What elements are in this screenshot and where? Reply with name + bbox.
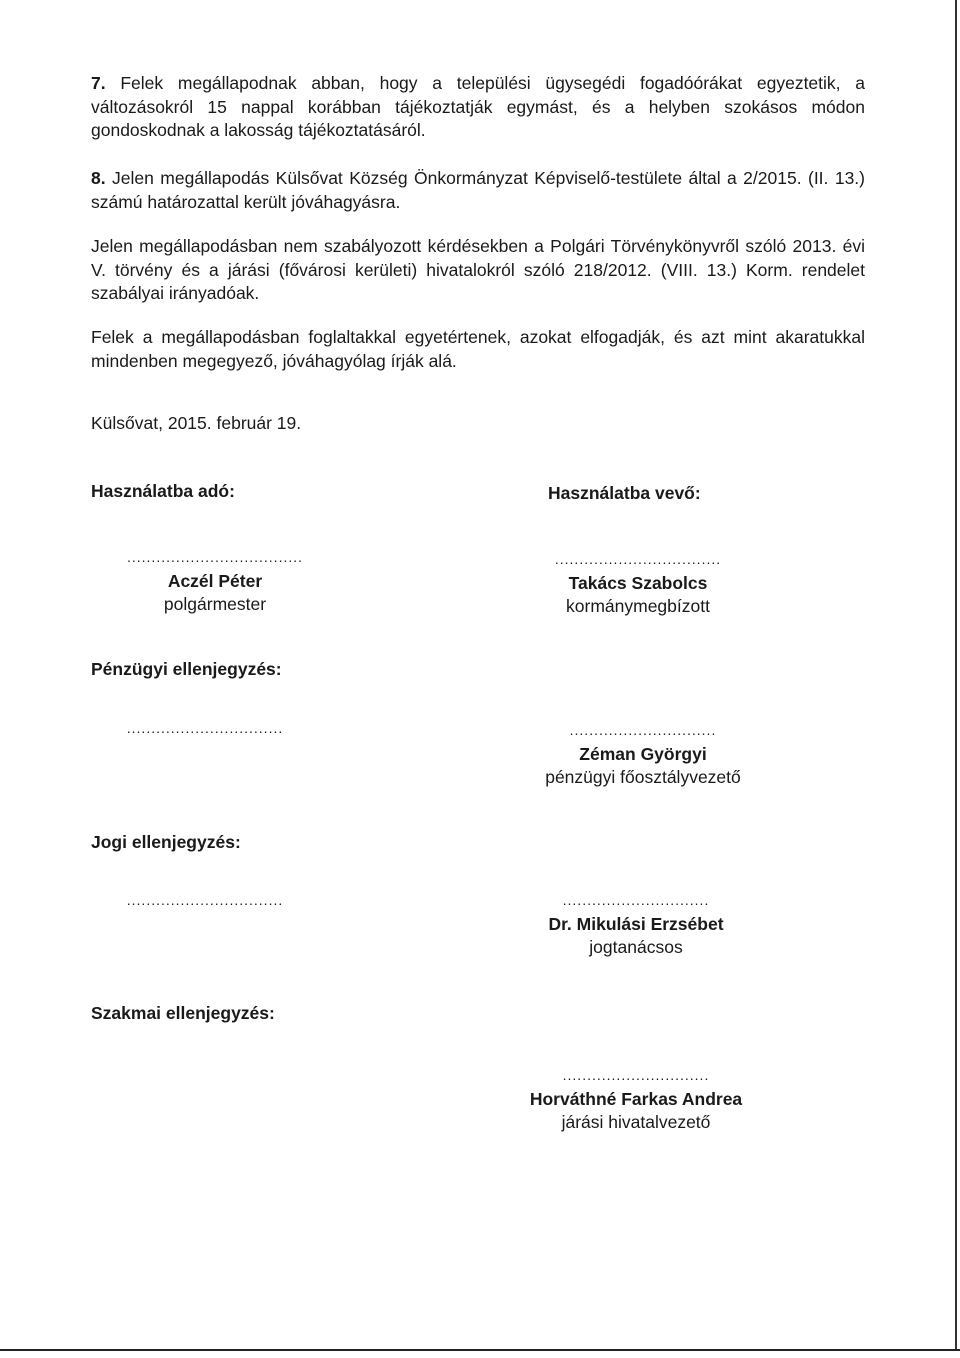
signature-mikulasi [486,893,786,959]
signer-role: polgármester [163,594,267,614]
signature-line: .............................. [562,1067,710,1083]
paragraph-agreement: Felek a megállapodásban foglaltakkal egyetértenek, azokat elfogadják, és azt mint akaratukkal mindenben megegyező, jóváhagyólag írják alá. [91,327,865,371]
signature-takacs [488,552,788,618]
heading-professional: Szakmai ellenjegyzés: [91,1003,275,1023]
signature-aczel [65,550,365,616]
signer-name: Aczél Péter [167,571,263,591]
paragraph-7 [91,72,865,143]
signature-line: ................................ [126,892,284,908]
signer-name: Zéman Györgyi [579,744,707,764]
heading-giver: Használatba adó: [91,481,235,501]
signer-name: Takács Szabolcs [568,573,708,593]
signature-legal-left [55,893,355,913]
signer-role: járási hivatalvezető [561,1112,711,1132]
signing-date: Külsővat, 2015. február 19. [91,413,302,433]
signature-line: .................................... [126,549,304,565]
signature-line: ................................ [126,720,284,736]
scan-edge-right [955,0,957,1351]
signature-line: .............................. [562,892,710,908]
paragraph-number: 7. [91,73,106,93]
signature-zeman [493,723,793,789]
signer-name: Horváthné Farkas Andrea [529,1089,743,1109]
signature-financial-left [55,721,355,741]
signer-role: jogtanácsos [589,937,683,957]
heading-taker: Használatba vevő: [548,483,701,503]
signature-horvathne [486,1068,786,1134]
paragraph-text: Jelen megállapodás Külsővat Község Önkormányzat Képviselő-testülete által a 2/2015. (II. 13.) számú határozattal került jóváhagyásra. [91,168,865,212]
signer-name: Dr. Mikulási Erzsébet [548,914,724,934]
heading-financial: Pénzügyi ellenjegyzés: [91,659,282,679]
paragraph-8 [91,167,865,214]
signer-role: kormánymegbízott [566,596,710,616]
signer-role: pénzügyi főosztályvezető [545,767,741,787]
signature-line: .............................. [569,722,717,738]
paragraph-number: 8. [91,168,106,188]
scan-edge-bottom [0,1349,960,1351]
signature-line: .................................. [554,551,722,567]
paragraph-law: Jelen megállapodásban nem szabályozott kérdésekben a Polgári Törvénykönyvről szóló 2013. évi V. törvény és a járási (fővárosi kerületi) hivatalokról szóló 218/2012. (VIII. 13.) Korm. rendelet szabályai irányadóak. [91,236,865,303]
heading-legal: Jogi ellenjegyzés: [91,832,241,852]
paragraph-text: Felek megállapodnak abban, hogy a települési ügysegédi fogadóórákat egyeztetik, a változásokról 15 nappal korábban tájékoztatják egymást, és a helyben szokásos módon gondoskodnak a lakosság tájékoztatásáról. [91,73,865,140]
